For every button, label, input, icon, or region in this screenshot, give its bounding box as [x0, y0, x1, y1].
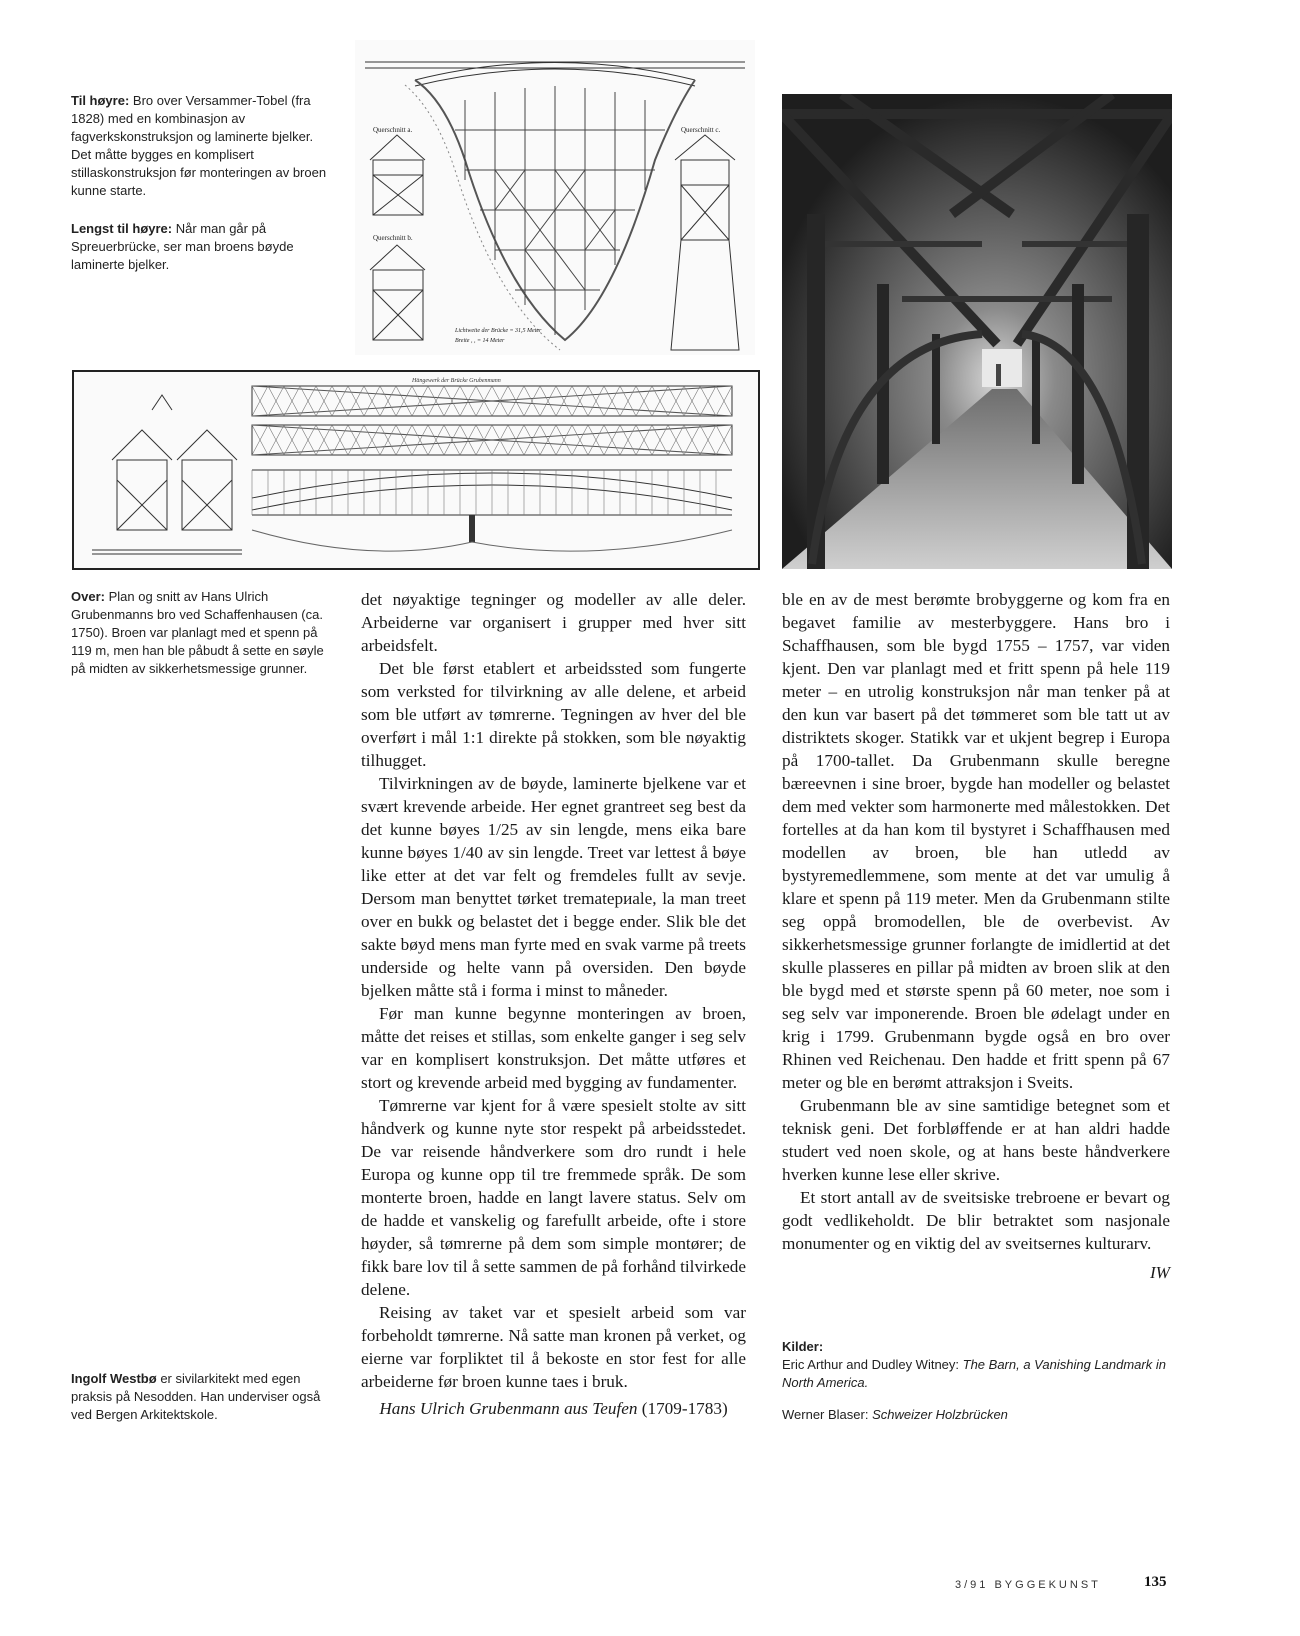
heading-years: (1709-1783)	[637, 1399, 728, 1418]
drawing-label-length: Lichtweite der Brücke = 31,5 Meter	[455, 328, 542, 334]
author-bio: er sivilarkitekt med egen praksis på Nesodden. Han underviser også ved Bergen Arkitektskole.	[71, 1371, 321, 1422]
footer-issue: 3/91 BYGGEKUNST	[955, 1579, 1101, 1591]
caption-text: Plan og snitt av Hans Ulrich Grubenmanns bro ved Schaffenhausen (ca. 1750). Broen var planlagt med et spenn på 119 m, men han ble påbudt å sette en søyle på midten av sikkerhetsmessige grunner.	[71, 589, 324, 676]
bridge-plan-drawing	[72, 370, 760, 570]
figure-versammer-tobel-drawing	[355, 40, 755, 355]
sources-heading: Kilder:	[782, 1339, 824, 1354]
bridge-scaffold-drawing	[355, 40, 755, 355]
caption-label: Lengst til høyre:	[71, 221, 173, 236]
plan-title: Hängewerk der Brücke Grubenmann	[412, 378, 501, 384]
section-heading	[361, 1397, 746, 1420]
caption-over	[71, 588, 333, 678]
author-note	[71, 1370, 333, 1424]
paragraph: Reising av taket var et spesielt arbeid som var forbeholdt tømrerne. Nå satte man kronen på verket, og eierne var forpliktet til å bekoste en stor fest for alle arbeiderne før broen kunne taes i bruk.	[361, 1303, 746, 1391]
photo-spreuerbrucke-interior	[782, 94, 1172, 569]
source-item	[782, 1406, 1174, 1424]
source-authors: Werner Blaser:	[782, 1407, 873, 1422]
source-title: The Barn, a Vanishing Landmark in North America.	[782, 1357, 1166, 1390]
article-column-2	[782, 588, 1170, 1284]
paragraph: Før man kunne begynne monteringen av broen, måtte det reises et stillas, som enkelte ganger i seg selv var en komplisert konstruksjon. Det måtte utføres et stort og krevende arbeid med bygging av fundamenter.	[361, 1004, 746, 1092]
heading-name: Hans Ulrich Grubenmann aus Teufen	[379, 1399, 638, 1418]
sources-block	[782, 1338, 1174, 1424]
caption-til-hoyre	[71, 92, 333, 200]
caption-label: Til høyre:	[71, 93, 130, 108]
caption-label: Over:	[71, 589, 105, 604]
source-item	[782, 1356, 1174, 1392]
figure-grubenmann-plan	[72, 370, 760, 570]
drawing-label-qb: Querschnitt b.	[373, 234, 413, 242]
drawing-label-qc: Querschnitt c.	[681, 126, 721, 134]
page-number: 135	[1144, 1574, 1167, 1590]
author-name: Ingolf Westbø	[71, 1371, 157, 1386]
paragraph: ble en av de mest berømte brobyggerne og kom fra en begavet familie av mesterbyggere. Hans bro i Schaffhausen, som ble bygd 1755 – 1757, var viden kjent. Den var planlagt med et fritt spenn på hele 119 meter – en utrolig konstruksjon når man tenker på at den kun var basert på det tømmeret som ble tatt ut av distriktets skoger. Statikk var et ukjent begrep i Europa på 1700-tallet. Da Grubenmann skulle beregne bæreevnen i sine broer, bygde han modeller og belastet dem med vekter som harmonerte med målestokken. Det fortelles at da han kom til bystyret i Schaffhausen med modellen av broen, ble han utledd av bystyremedlemmene, som mente at det var umulig å klare et spenn på 119 meter. Men da Grubenmann stilte seg oppå bromodellen, ble de overbevist. Av sikkerhetsmessige grunner forlangte de imidlertid at det skulle plasseres en pillar på midten av broen slik at den ble bygd med et største spenn på 60 meter, noe som i seg selv var imponerende. Broen ble ødelagt under en krig i 1799. Grubenmann bygde også en bro over Rhinen ved Reichenau. Den hadde et fritt spenn på 67 meter og ble en berømt attraksjon i Sveits.	[782, 590, 1170, 1092]
caption-text: Bro over Versammer-Tobel (fra 1828) med en kombinasjon av fagverkskonstruksjon og laminerte bjelker. Det måtte bygges en komplisert stillaskonstruksjon før monteringen av broen kunne starte.	[71, 93, 327, 198]
covered-bridge-photo	[782, 94, 1172, 569]
caption-lengst-til-hoyre	[71, 220, 333, 274]
article-column-1	[361, 588, 746, 1420]
paragraph: Et stort antall av de sveitsiske trebroene er bevart og godt vedlikeholdt. De blir betraktet som nasjonale monumenter og en viktig del av sveitsernes kulturarv.	[782, 1188, 1170, 1253]
paragraph: Tilvirkningen av de bøyde, laminerte bjelkene var et svært krevende arbeide. Her egnet grantreet seg best da det kunne bøyes 1/25 av sin lengde, mens eika bare kunne bøyes 1/40 av sin lengde. Treet var lettest å bøye like etter at det var felt og fremdeles fullt av sevje. Dersom man benyttet tørket trematериale, la man treet over en bukk og belastet det i begge ender. Slik ble det sakte bøyd mens man fyrte med en svak varme på treets underside og helte vann på oversiden. Den bøyde bjelken måtte stå i forma i minst to måneder.	[361, 774, 746, 1000]
paragraph: Det ble først etablert et arbeidssted som fungerte som verksted for tilvirkning av alle delene, et arbeid som ble utført av tømrerne. Tegningen av hver del ble overført i mål 1:1 direkte på stokken, som ble nøyaktig tilhugget.	[361, 659, 746, 770]
drawing-label-width: Breite , , = 14 Meter	[455, 338, 505, 344]
drawing-label-qa: Querschnitt a.	[373, 126, 413, 134]
source-title: Schweizer Holzbrücken	[872, 1407, 1008, 1422]
paragraph: Grubenmann ble av sine samtidige betegnet som et teknisk geni. Det forbløffende er at han aldri hadde studert ved noen skole, og at hans beste håndverkere hverken kunne lese eller skrive.	[782, 1096, 1170, 1184]
author-signature: IW	[1149, 1263, 1170, 1282]
caption-text: Når man går på Spreuerbrücke, ser man broens bøyde laminerte bjelker.	[71, 221, 294, 272]
paragraph: Tømrerne var kjent for å være spesielt stolte av sitt håndverk og kunne nyte stor respekt på arbeidsstedet. De var reisende håndverkere som dro rundt i hele Europa og kunne opp til tre fremmede språk. De som monterte broen, hadde en langt lavere status. Selv om de hadde et vanskelig og farefullt arbeide, ofte i store høyder, så tømrerne på dem som simple montører; de fikk bare lov til å sette sammen de på forhånd tilvirkede delene.	[361, 1096, 746, 1299]
source-authors: Eric Arthur and Dudley Witney:	[782, 1357, 963, 1372]
paragraph: det nøyaktige tegninger og modeller av alle deler. Arbeiderne var organisert i grupper med hver sitt arbeidsfelt.	[361, 590, 746, 655]
